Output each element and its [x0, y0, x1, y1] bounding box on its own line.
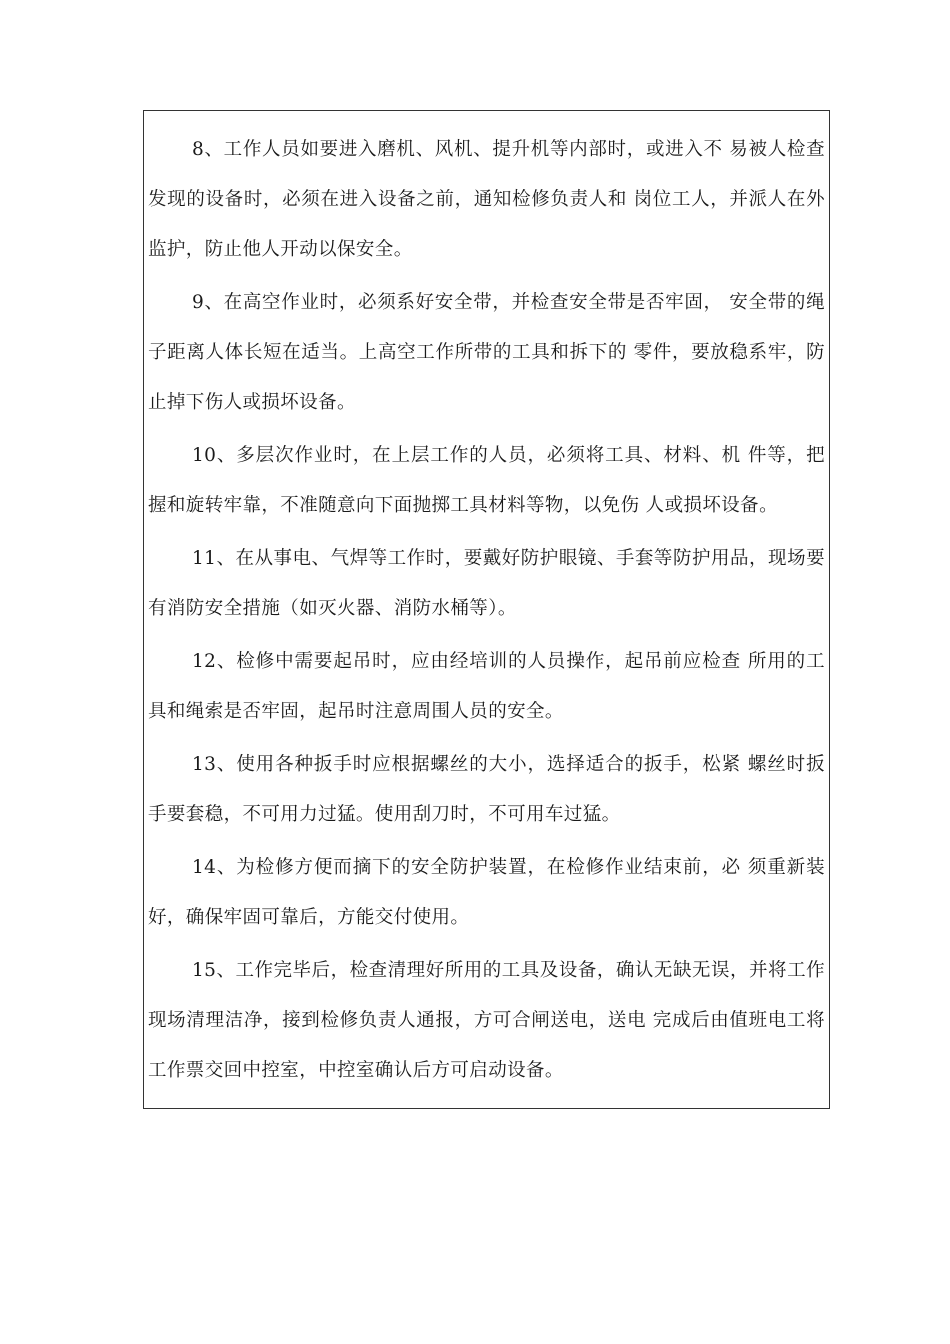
paragraph-item-11: 11、在从事电、气焊等工作时，要戴好防护眼镜、手套等防护用品，现场要有消防安全措施（如灭火器、消防水桶等）。 [148, 548, 825, 619]
paragraph-item-10: 10、多层次作业时，在上层工作的人员，必须将工具、材料、机 件等，把握和旋转牢靠，不准随意向下面抛掷工具材料等物，以免伤 人或损坏设备。 [148, 445, 825, 516]
paragraph-item-13: 13、使用各种扳手时应根据螺丝的大小，选择适合的扳手，松紧 螺丝时扳手要套稳，不可用力过猛。使用刮刀时，不可用车过猛。 [148, 754, 825, 825]
paragraph-item-8: 8、工作人员如要进入磨机、风机、提升机等内部时，或进入不 易被人检查发现的设备时，必须在进入设备之前，通知检修负责人和 岗位工人，并派人在外监护，防止他人开动以保安全。 [148, 139, 825, 260]
paragraph-item-9: 9、在高空作业时，必须系好安全带，并检查安全带是否牢固， 安全带的绳子距离人体长短在适当。上高空工作所带的工具和拆下的 零件，要放稳系牢，防止掉下伤人或损坏设备。 [148, 292, 825, 413]
paragraph-item-14: 14、为检修方便而摘下的安全防护装置，在检修作业结束前，必 须重新装好，确保牢固可靠后，方能交付使用。 [148, 857, 825, 928]
document-frame [143, 110, 830, 1109]
paragraph-item-12: 12、检修中需要起吊时，应由经培训的人员操作，起吊前应检查 所用的工具和绳索是否牢固，起吊时注意周围人员的安全。 [148, 651, 825, 722]
paragraph-item-15: 15、工作完毕后，检查清理好所用的工具及设备，确认无缺无误，并将工作现场清理洁净，接到检修负责人通报，方可合闸送电，送电 完成后由值班电工将工作票交回中控室，中控室确认后方可启动设备。 [148, 960, 825, 1081]
